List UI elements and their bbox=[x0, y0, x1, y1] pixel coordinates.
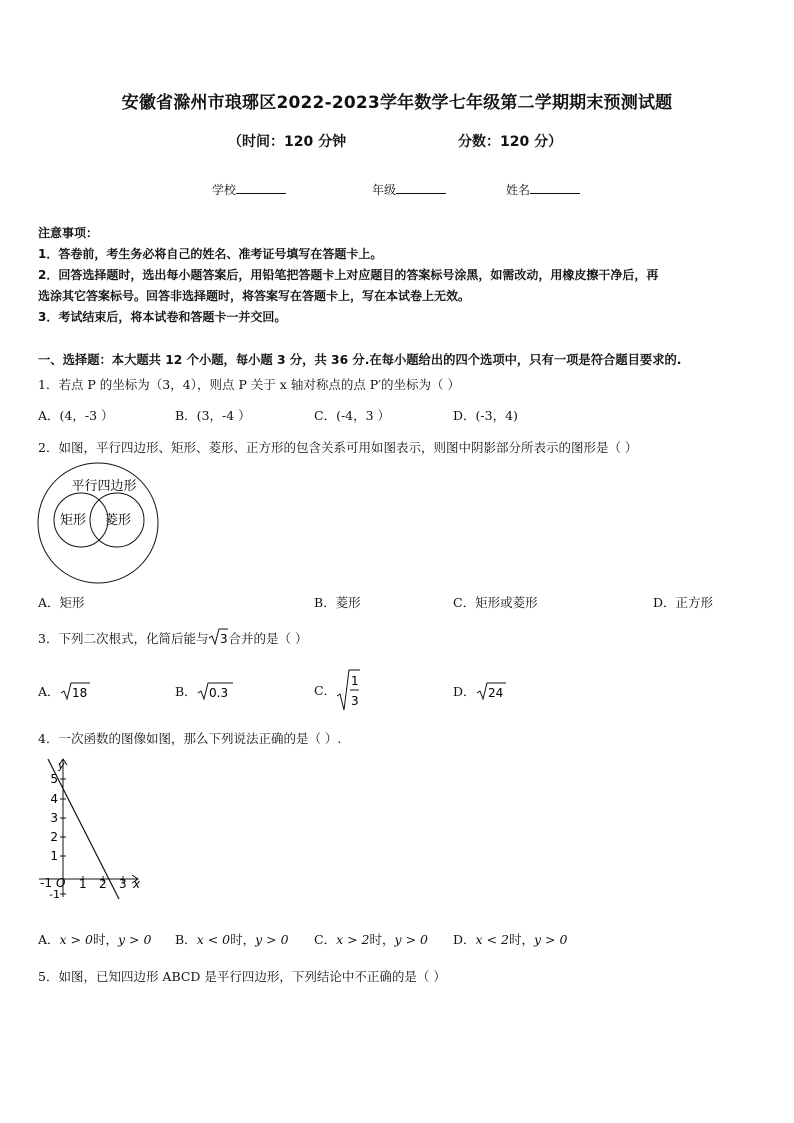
exam-time: （时间：120 分钟 bbox=[228, 134, 347, 150]
q4-option-b-cond2: y > 0 bbox=[255, 932, 289, 947]
venn-right-label: 菱形 bbox=[104, 513, 132, 528]
q4-option-d-letter: D． bbox=[453, 932, 476, 947]
y-tick-label-1: 1 bbox=[50, 849, 58, 863]
q4-option-b-letter: B． bbox=[175, 932, 197, 947]
q4-option-b[interactable] bbox=[175, 930, 289, 948]
q4-option-d-cond2: y > 0 bbox=[533, 932, 568, 947]
q2-option-a[interactable]: A．矩形 bbox=[38, 595, 85, 610]
question-5-stem: 5．如图，已知四边形 ABCD 是平行四边形，下列结论中不正确的是（ ） bbox=[38, 969, 446, 984]
q3-option-d-radicand: 24 bbox=[487, 686, 503, 700]
origin-label: O bbox=[56, 876, 66, 890]
note-item-2-cont: 选涂其它答案标号。回答非选择题时，将答案写在答题卡上，写在本试卷上无效。 bbox=[38, 289, 471, 303]
note-item-3: 3．考试结束后，将本试卷和答题卡一并交回。 bbox=[38, 310, 287, 324]
q3-option-a-letter: A． bbox=[38, 684, 60, 699]
q3-option-a-radicand: 18 bbox=[71, 686, 87, 700]
y-tick-label-5: 5 bbox=[50, 772, 58, 786]
q3-option-c-denominator: 3 bbox=[351, 694, 359, 708]
venn-left-label: 矩形 bbox=[59, 513, 87, 528]
q4-option-c[interactable] bbox=[314, 930, 428, 948]
q3-option-c-letter: C． bbox=[314, 683, 337, 698]
exam-score: 分数：120 分） bbox=[458, 134, 563, 150]
y-axis-label: y bbox=[58, 759, 65, 772]
name-label: 姓名 bbox=[506, 183, 531, 197]
question-3-stem bbox=[38, 628, 307, 647]
q4-option-c-when: 时， bbox=[369, 932, 395, 947]
q4-option-a-cond1: x > 0 bbox=[59, 932, 93, 947]
q3-stem-before: 3．下列二次根式，化简后能与 bbox=[38, 631, 209, 646]
q4-option-a-letter: A． bbox=[38, 932, 60, 947]
y-tick-label-2: 2 bbox=[50, 830, 58, 844]
q4-option-d[interactable] bbox=[453, 930, 567, 948]
q4-option-c-cond2: y > 0 bbox=[394, 932, 428, 947]
q3-option-b[interactable] bbox=[175, 681, 233, 701]
page-title: 安徽省滁州市琅琊区2022-2023学年数学七年级第二学期期末预测试题 bbox=[121, 93, 673, 113]
q4-option-a-when: 时， bbox=[92, 932, 118, 947]
question-1-stem: 1．若点 P 的坐标为（3，4），则点 P 关于 x 轴对称点的点 P′的坐标为（ ） bbox=[38, 377, 461, 392]
grade-field bbox=[372, 181, 446, 198]
grade-label: 年级 bbox=[372, 183, 397, 197]
q3-option-d[interactable] bbox=[453, 681, 506, 701]
q3-option-b-sqrt bbox=[197, 681, 233, 701]
question-4-stem: 4．一次函数的图像如图，那么下列说法正确的是（ ）. bbox=[38, 731, 342, 746]
x-tick-label-3: 3 bbox=[119, 877, 127, 891]
q3-option-d-letter: D． bbox=[453, 684, 476, 699]
q4-option-a[interactable] bbox=[38, 930, 151, 948]
question-2-stem: 2．如图，平行四边形、矩形、菱形、正方形的包含关系可用如图表示，则图中阴影部分所表示的图形是（ ） bbox=[38, 440, 638, 455]
name-field bbox=[506, 181, 580, 198]
q3-option-a[interactable] bbox=[38, 681, 90, 701]
q1-option-a[interactable]: A．(4，-3 ） bbox=[38, 408, 114, 423]
x-tick-label-2: 2 bbox=[99, 877, 107, 891]
q3-option-c-numerator: 1 bbox=[351, 674, 359, 688]
q3-option-d-sqrt bbox=[476, 681, 506, 701]
q2-option-c[interactable]: C．矩形或菱形 bbox=[453, 595, 538, 610]
school-blank[interactable] bbox=[236, 182, 286, 194]
section-heading: 一、选择题：本大题共 12 个小题，每小题 3 分，共 36 分.在每小题给出的四个选项中，只有一项是符合题目要求的. bbox=[38, 353, 682, 367]
q3-option-c[interactable] bbox=[314, 668, 360, 712]
q4-option-c-letter: C． bbox=[314, 932, 337, 947]
y-tick-label-3: 3 bbox=[50, 811, 58, 825]
q4-option-d-when: 时， bbox=[508, 932, 534, 947]
notes-heading: 注意事项： bbox=[38, 226, 99, 240]
name-blank[interactable] bbox=[530, 182, 580, 194]
q3-option-b-radicand: 0.3 bbox=[208, 686, 228, 700]
x-tick-label-neg1: -1 bbox=[40, 876, 52, 890]
x-axis-label: x bbox=[133, 877, 141, 891]
q3-option-a-sqrt bbox=[60, 681, 90, 701]
school-field bbox=[212, 181, 286, 198]
note-item-1: 1．答卷前，考生务必将自己的姓名、准考证号填写在答题卡上。 bbox=[38, 247, 383, 261]
quadrilateral-venn-diagram bbox=[36, 460, 162, 586]
q4-option-d-cond1: x < 2 bbox=[475, 932, 509, 947]
q4-option-b-when: 时， bbox=[230, 932, 256, 947]
grade-blank[interactable] bbox=[396, 182, 446, 194]
x-tick-label-1: 1 bbox=[79, 877, 87, 891]
y-tick-label-4: 4 bbox=[50, 792, 58, 806]
q3-option-b-letter: B． bbox=[175, 684, 197, 699]
q1-option-c[interactable]: C．(-4，3 ） bbox=[314, 408, 391, 423]
q1-option-d[interactable]: D．(-3，4) bbox=[453, 408, 518, 423]
q4-option-b-cond1: x < 0 bbox=[196, 932, 231, 947]
sqrt-symbol bbox=[208, 628, 228, 646]
q3-radicand: 3 bbox=[220, 632, 229, 646]
linear-function-graph bbox=[36, 757, 146, 903]
school-label: 学校 bbox=[212, 183, 237, 197]
y-tick-label-neg1: -1 bbox=[49, 888, 60, 901]
q4-option-c-cond1: x > 2 bbox=[336, 932, 370, 947]
q2-option-b[interactable]: B．菱形 bbox=[314, 595, 361, 610]
q2-option-d[interactable]: D．正方形 bbox=[653, 595, 714, 610]
q3-stem-after: 合并的是（ ） bbox=[228, 631, 308, 646]
q1-option-b[interactable]: B．(3，-4 ） bbox=[175, 408, 251, 423]
q4-option-a-cond2: y > 0 bbox=[117, 932, 152, 947]
note-item-2: 2．回答选择题时，选出每小题答案后，用铅笔把答题卡上对应题目的答案标号涂黑，如需改动，用橡皮擦干净后，再 bbox=[38, 268, 659, 282]
venn-outer-label: 平行四边形 bbox=[71, 479, 137, 494]
q3-option-c-sqrt-fraction bbox=[336, 668, 360, 712]
